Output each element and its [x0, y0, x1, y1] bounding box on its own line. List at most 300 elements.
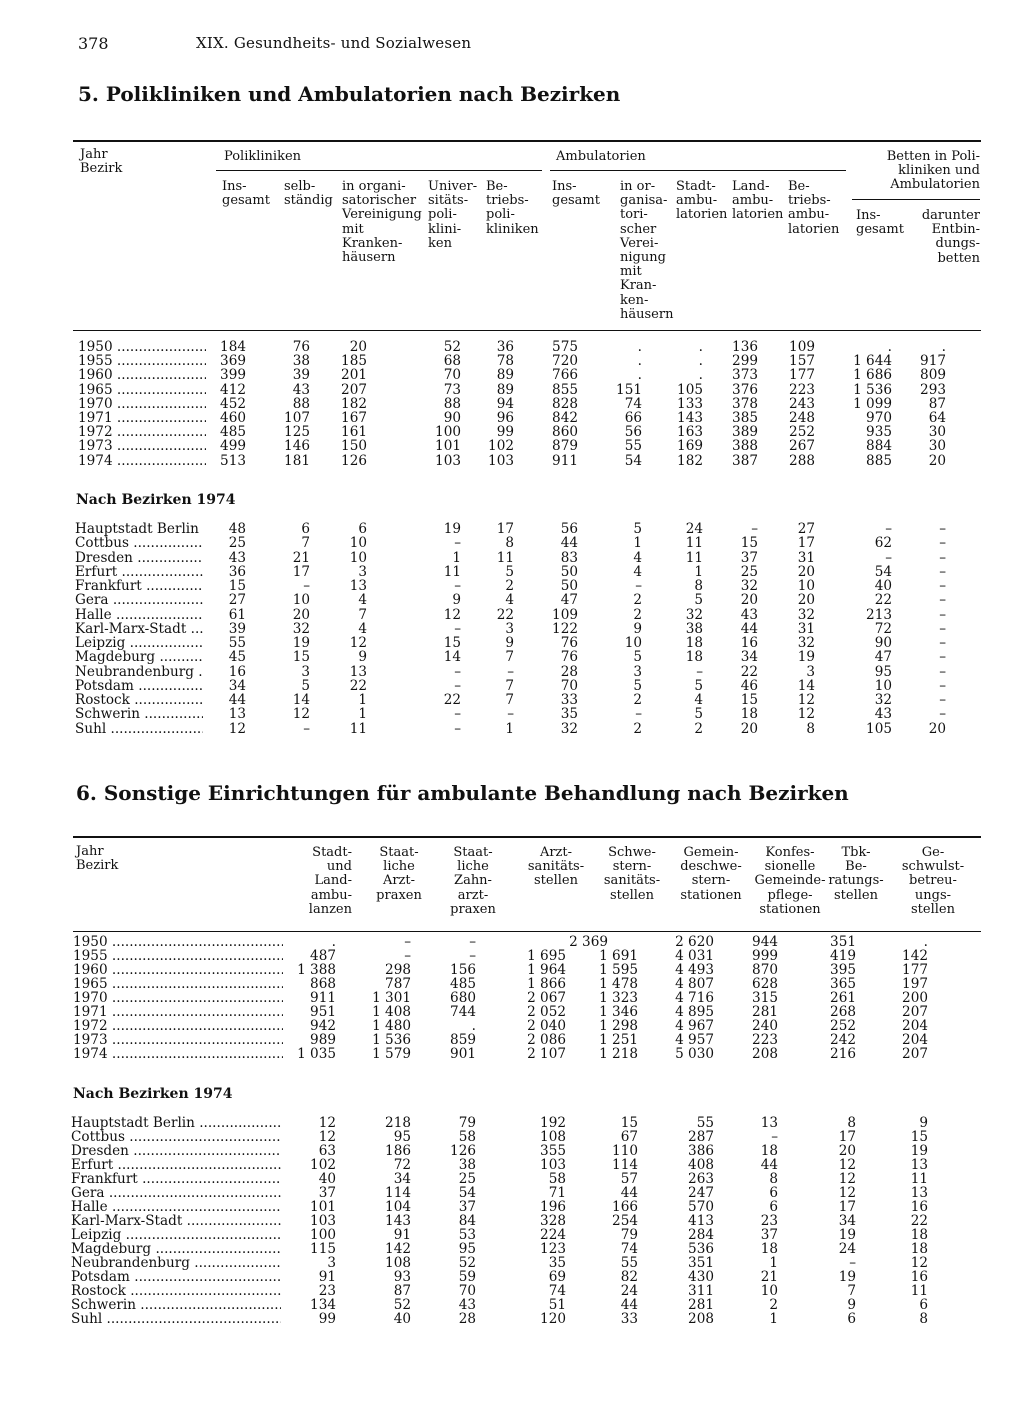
table-cell: 247 — [688, 1185, 714, 1201]
table-row — [0, 1256, 1024, 1270]
table-cell: 37 — [760, 1227, 778, 1243]
column-head-line: stationen — [759, 901, 821, 917]
table-cell: 6 — [847, 1311, 856, 1327]
page-number: 378 — [78, 34, 109, 53]
column-head-line: triebs- — [788, 193, 831, 209]
table5-group-rule-betten — [852, 199, 980, 200]
table-cell: 20 — [797, 563, 815, 580]
table-cell: – — [939, 706, 946, 723]
table5-stub-head-1: Jahr — [80, 147, 108, 162]
table-cell: – — [939, 549, 946, 566]
table-cell: 8 — [806, 720, 815, 737]
table-cell: 54 — [874, 563, 892, 580]
table-cell: 828 — [552, 395, 578, 412]
row-label: Karl-Marx-Stadt ..... — [75, 622, 203, 636]
table-cell: 8 — [769, 1171, 778, 1187]
table-cell: 47 — [560, 592, 578, 609]
column-head-line: gesamt — [552, 193, 600, 209]
table-cell: 3 — [327, 1255, 336, 1271]
table-cell: 43 — [874, 706, 892, 723]
table6-subheading: Nach Bezirken 1974 — [73, 1086, 233, 1102]
row-label: Erfurt ..... — [71, 1158, 281, 1172]
table-cell: 52 — [458, 1255, 476, 1271]
row-label: Schwerin ..... — [71, 1298, 281, 1312]
table-cell: 197 — [902, 976, 928, 992]
table-cell: 27 — [797, 521, 815, 537]
table-cell: 53 — [458, 1227, 476, 1243]
table-cell: 143 — [385, 1213, 411, 1229]
table-cell: . — [698, 353, 703, 370]
table-cell: 4 — [358, 592, 367, 609]
column-head-line: gesamt — [222, 193, 270, 209]
table-cell: 5 — [694, 706, 703, 723]
table-cell: 8 — [847, 1115, 856, 1131]
table-cell: 12 — [349, 635, 367, 651]
table-cell: 163 — [677, 424, 703, 441]
table-cell: 13 — [349, 663, 367, 680]
betten-head-line: Ambulatorien — [890, 177, 980, 193]
table-cell: 208 — [688, 1311, 714, 1327]
table-cell: 351 — [830, 934, 856, 950]
table-cell: – — [939, 677, 946, 694]
column-head — [676, 846, 746, 903]
column-head-line: praxen — [376, 887, 422, 903]
table-cell: 76 — [292, 339, 310, 355]
table-cell: 378 — [732, 395, 758, 412]
table-cell: 30 — [928, 438, 946, 455]
table-cell: 5 — [301, 677, 310, 694]
table-cell: 69 — [548, 1269, 566, 1285]
table-cell: 17 — [496, 521, 514, 537]
row-label: Cottbus ..... — [71, 1130, 281, 1144]
table-cell: 24 — [838, 1241, 856, 1257]
table-cell: 25 — [740, 563, 758, 580]
table-cell: 10 — [760, 1283, 778, 1299]
table-cell: 196 — [540, 1199, 566, 1215]
table-cell: 1 408 — [372, 1004, 411, 1020]
table-cell: 48 — [228, 521, 246, 537]
row-label: Potsdam ..... — [75, 679, 203, 693]
table-cell: 37 — [458, 1199, 476, 1215]
table-cell: 11 — [910, 1283, 928, 1299]
table-cell: 72 — [393, 1157, 411, 1173]
table-cell: 182 — [341, 395, 367, 412]
table-cell: 12 — [797, 706, 815, 723]
table-cell: 1 298 — [599, 1018, 638, 1034]
column-head-line: stern- — [612, 859, 652, 875]
table-cell: 298 — [385, 962, 411, 978]
table-cell: 25 — [458, 1171, 476, 1187]
table-cell: 108 — [540, 1129, 566, 1145]
table-cell: – — [303, 578, 310, 594]
table-cell: 9 — [358, 649, 367, 666]
table-cell: 369 — [220, 353, 246, 370]
table-cell: 19 — [443, 521, 461, 537]
table-row — [0, 1130, 1024, 1144]
table-cell: 1 595 — [599, 962, 638, 978]
table-cell: 133 — [677, 395, 703, 412]
table5-title: 5. Polikliniken und Ambulatorien nach Bezirken — [78, 82, 621, 106]
table-row — [0, 1047, 1024, 1061]
table-cell: 31 — [797, 549, 815, 566]
table-cell: 485 — [220, 424, 246, 441]
table-cell: 142 — [902, 948, 928, 964]
table-cell: 38 — [685, 620, 703, 637]
table-cell: 50 — [560, 578, 578, 594]
table-row — [0, 1158, 1024, 1172]
table-cell: 9 — [847, 1297, 856, 1313]
table-cell: 11 — [685, 549, 703, 566]
table-cell: 10 — [874, 677, 892, 694]
table-cell: 55 — [624, 438, 642, 455]
table-cell: 122 — [552, 620, 578, 637]
table-cell: 870 — [752, 962, 778, 978]
table-cell: 7 — [358, 606, 367, 623]
column-head — [856, 209, 908, 237]
table-cell: 24 — [620, 1283, 638, 1299]
table-row — [0, 579, 1024, 593]
table-cell: 87 — [393, 1283, 411, 1299]
table5-stub-head-2: Bezirk — [80, 161, 123, 176]
table-cell: 1 323 — [599, 990, 638, 1006]
column-head — [732, 180, 784, 223]
table-cell: 102 — [310, 1157, 336, 1173]
table-cell: 1 866 — [527, 976, 566, 992]
table-cell: 13 — [228, 706, 246, 723]
table-cell: 1 964 — [527, 962, 566, 978]
table-cell: 84 — [458, 1213, 476, 1229]
table-cell: 970 — [866, 410, 892, 426]
column-head-line: mit — [342, 221, 364, 237]
table-row — [0, 1144, 1024, 1158]
table-cell: 487 — [310, 948, 336, 964]
table-cell: 20 — [928, 720, 946, 737]
table-cell: 12 — [443, 606, 461, 623]
table-cell: 15 — [740, 692, 758, 708]
table-cell: 110 — [612, 1143, 638, 1159]
column-head-line: schwulst- — [901, 859, 965, 875]
column-head-line: poli- — [428, 207, 457, 223]
table-cell: 1 035 — [297, 1046, 336, 1062]
table-cell: 1 691 — [599, 948, 638, 964]
table-cell: 254 — [612, 1213, 638, 1229]
table6-stub-head-2: Bezirk — [76, 858, 119, 873]
column-head-line: Staat- — [379, 845, 419, 860]
table-cell: 76 — [560, 635, 578, 651]
table-cell: 58 — [458, 1129, 476, 1145]
table-cell: – — [454, 663, 461, 680]
table-cell: 35 — [560, 706, 578, 723]
table-cell: 89 — [496, 367, 514, 384]
column-head — [222, 180, 276, 208]
table-cell: 387 — [732, 452, 758, 469]
table-cell: 11 — [910, 1171, 928, 1187]
column-head — [752, 846, 828, 917]
table-row — [0, 722, 1024, 736]
table-row — [0, 383, 1024, 397]
table-cell: 8 — [919, 1311, 928, 1327]
column-head-line: stellen — [911, 901, 955, 917]
row-label: Hauptstadt Berlin ..... — [71, 1116, 281, 1130]
row-label: Suhl ..... — [71, 1312, 281, 1326]
table-cell: 207 — [902, 1004, 928, 1020]
table-cell: 243 — [789, 395, 815, 412]
row-label: Halle ..... — [75, 608, 203, 622]
table-cell: 55 — [696, 1115, 714, 1131]
table-cell: 4 031 — [675, 948, 714, 964]
table-cell: – — [696, 663, 703, 680]
table-cell: 16 — [228, 663, 246, 680]
table-cell: 267 — [789, 438, 815, 455]
column-head-line: Land- — [314, 873, 352, 889]
table-cell: 204 — [902, 1032, 928, 1048]
table-cell: – — [469, 948, 476, 964]
row-label: 1965 ..... — [78, 383, 206, 397]
table-cell: – — [454, 720, 461, 737]
row-label: Hauptstadt Berlin ..... — [75, 522, 203, 536]
table-cell: 809 — [920, 367, 946, 384]
table-cell: 413 — [688, 1213, 714, 1229]
table-cell: 4 807 — [675, 976, 714, 992]
table-cell: 43 — [292, 381, 310, 398]
table-cell: 44 — [620, 1297, 638, 1313]
table-cell: 37 — [318, 1185, 336, 1201]
table-cell: 2 040 — [527, 1018, 566, 1034]
table-cell: 3 — [505, 620, 514, 637]
table-cell: . — [698, 339, 703, 355]
table-cell: 452 — [220, 395, 246, 412]
table-cell: 293 — [920, 381, 946, 398]
row-label: Rostock ..... — [71, 1284, 281, 1298]
table-cell: – — [454, 677, 461, 694]
table-cell: 52 — [393, 1297, 411, 1313]
table-cell: 114 — [612, 1157, 638, 1173]
row-label: 1971 ..... — [73, 1005, 283, 1019]
table-cell: 9 — [919, 1115, 928, 1131]
row-label: Dresden ..... — [75, 551, 203, 565]
table-row — [0, 636, 1024, 650]
column-head-line: häusern — [620, 306, 674, 322]
table-cell: 105 — [866, 720, 892, 737]
table-cell: 287 — [688, 1129, 714, 1145]
table-cell: 46 — [740, 677, 758, 694]
column-head-line: Kranken- — [342, 235, 403, 251]
column-head-line: stellen — [610, 887, 654, 903]
table-cell: 20 — [928, 452, 946, 469]
table-cell: 192 — [540, 1115, 566, 1131]
table-cell: 386 — [688, 1143, 714, 1159]
table-row — [0, 439, 1024, 453]
table-cell: 88 — [443, 395, 461, 412]
row-label: Karl-Marx-Stadt ..... — [71, 1214, 281, 1228]
table-cell: . — [941, 339, 946, 355]
column-head-line: ganisa- — [620, 193, 668, 209]
table-cell: 13 — [910, 1185, 928, 1201]
table-cell: 57 — [620, 1171, 638, 1187]
table-cell: 911 — [552, 452, 578, 469]
table-cell: 23 — [760, 1213, 778, 1229]
table-cell: 430 — [688, 1269, 714, 1285]
table-cell: 288 — [789, 452, 815, 469]
table-cell: 156 — [450, 962, 476, 978]
table-cell: 45 — [228, 649, 246, 666]
table-cell: 2 — [633, 692, 642, 708]
table-cell: 8 — [694, 578, 703, 594]
table5-group-polikliniken: Polikliniken — [224, 149, 302, 164]
table-cell: 1 695 — [527, 948, 566, 964]
table-cell: 34 — [740, 649, 758, 666]
column-head-line: Tbk- — [841, 845, 871, 860]
table-cell: – — [635, 706, 642, 723]
table-row — [0, 1284, 1024, 1298]
column-head-line: häusern — [342, 250, 396, 266]
table-cell: 376 — [732, 381, 758, 398]
table-cell: 6 — [301, 521, 310, 537]
table-cell: 1 251 — [599, 1032, 638, 1048]
table-cell: 83 — [560, 549, 578, 566]
table-cell: 575 — [552, 339, 578, 355]
table5-top-rule — [73, 140, 981, 142]
table-cell: 5 030 — [675, 1046, 714, 1062]
table-row — [0, 679, 1024, 693]
table-cell: 93 — [393, 1269, 411, 1285]
table-cell: 680 — [450, 990, 476, 1006]
table-cell: 513 — [220, 452, 246, 469]
table-cell: 5 — [633, 677, 642, 694]
table-cell: 10 — [349, 549, 367, 566]
table-row — [0, 565, 1024, 579]
table-cell: 15 — [292, 649, 310, 666]
column-head-line: ken- — [620, 292, 649, 308]
table-cell: 59 — [458, 1269, 476, 1285]
table-cell: 15 — [740, 535, 758, 552]
table-cell: 879 — [552, 438, 578, 455]
table-cell: 182 — [677, 452, 703, 469]
table-cell: 44 — [560, 535, 578, 552]
table-cell: 32 — [685, 606, 703, 623]
table-cell: 935 — [866, 424, 892, 441]
table-cell: 12 — [910, 1255, 928, 1271]
column-head — [342, 179, 422, 266]
column-head-line: Gemein- — [683, 845, 739, 860]
table-cell: 10 — [797, 578, 815, 594]
table-cell: – — [404, 948, 411, 964]
table-cell: 70 — [560, 677, 578, 694]
column-head — [900, 846, 966, 917]
row-label: Gera ..... — [75, 593, 203, 607]
column-head-line: ambu- — [676, 193, 718, 209]
table-cell: 1 — [769, 1255, 778, 1271]
column-head-line: sitäts- — [428, 193, 469, 209]
table-cell: 13 — [349, 578, 367, 594]
table-cell: 263 — [688, 1171, 714, 1187]
table-cell: 19 — [838, 1269, 856, 1285]
column-head-line: sanitäts- — [527, 859, 585, 875]
table-cell: 11 — [685, 535, 703, 552]
table-row — [0, 593, 1024, 607]
table-cell: 12 — [797, 692, 815, 708]
row-label: Frankfurt ..... — [71, 1172, 281, 1186]
table-cell: 90 — [874, 635, 892, 651]
table-cell: 6 — [769, 1185, 778, 1201]
column-head-line: liche — [457, 859, 489, 875]
table-cell: 20 — [740, 720, 758, 737]
table-cell: 787 — [385, 976, 411, 992]
table-cell: 71 — [548, 1185, 566, 1201]
table-cell: 252 — [830, 1018, 856, 1034]
table-cell: 18 — [910, 1227, 928, 1243]
table-cell: 20 — [797, 592, 815, 609]
table-cell: 4 — [694, 692, 703, 708]
column-head-line: sanitäts- — [603, 873, 661, 889]
table6-title: 6. Sonstige Einrichtungen für ambulante Behandlung nach Bezirken — [76, 781, 849, 805]
table-cell: 2 — [694, 720, 703, 737]
table-cell: 103 — [488, 452, 514, 469]
table-cell: 34 — [228, 677, 246, 694]
table-cell: 40 — [318, 1171, 336, 1187]
column-head — [486, 180, 548, 237]
row-label: 1974 ..... — [78, 454, 206, 468]
table-cell: 126 — [450, 1143, 476, 1159]
table-cell: 901 — [450, 1046, 476, 1062]
column-head-line: pflege- — [767, 887, 813, 903]
table-cell: . — [637, 367, 642, 384]
table-row — [0, 693, 1024, 707]
table-cell: 14 — [797, 677, 815, 694]
table-cell: 4 — [633, 549, 642, 566]
column-head — [372, 846, 426, 903]
column-head-line: selb- — [284, 179, 316, 194]
table-cell: – — [939, 521, 946, 537]
row-label: Magdeburg ..... — [71, 1242, 281, 1256]
table-cell: 365 — [830, 976, 856, 992]
table-cell: 143 — [677, 410, 703, 426]
table-cell: 43 — [458, 1297, 476, 1313]
table-row — [0, 1270, 1024, 1284]
table-cell: 4 493 — [675, 962, 714, 978]
table-cell: 419 — [830, 948, 856, 964]
table-cell: 570 — [688, 1199, 714, 1215]
table-cell: 151 — [616, 381, 642, 398]
table-cell: 1 099 — [853, 395, 892, 412]
table-cell: 1 480 — [372, 1018, 411, 1034]
table-cell: 15 — [620, 1115, 638, 1131]
table-cell: – — [939, 663, 946, 680]
table-cell: 328 — [540, 1213, 566, 1229]
table-cell: 2 067 — [527, 990, 566, 1006]
row-label: 1955 ..... — [73, 949, 283, 963]
table-cell: 31 — [797, 620, 815, 637]
column-head-line: Arzt- — [382, 873, 416, 889]
row-label: 1960 ..... — [73, 963, 283, 977]
table-cell: – — [454, 578, 461, 594]
table-cell: 9 — [505, 635, 514, 651]
table-cell: 62 — [874, 535, 892, 552]
column-head-line: latorien — [676, 207, 728, 223]
table-cell: 114 — [385, 1185, 411, 1201]
table-cell: 44 — [740, 620, 758, 637]
table-cell: 20 — [838, 1143, 856, 1159]
betten-head-line: kliniken und — [898, 163, 980, 179]
table-cell: 4 716 — [675, 990, 714, 1006]
column-head-line: gesamt — [856, 222, 904, 238]
table-cell: 107 — [284, 410, 310, 426]
column-head-line: Ge- — [921, 845, 945, 860]
row-label: Neubrandenburg ..... — [71, 1256, 281, 1270]
betten-head-line: Betten in Poli- — [886, 149, 980, 164]
table5-group-betten — [856, 150, 980, 193]
table-cell: 4 967 — [675, 1018, 714, 1034]
